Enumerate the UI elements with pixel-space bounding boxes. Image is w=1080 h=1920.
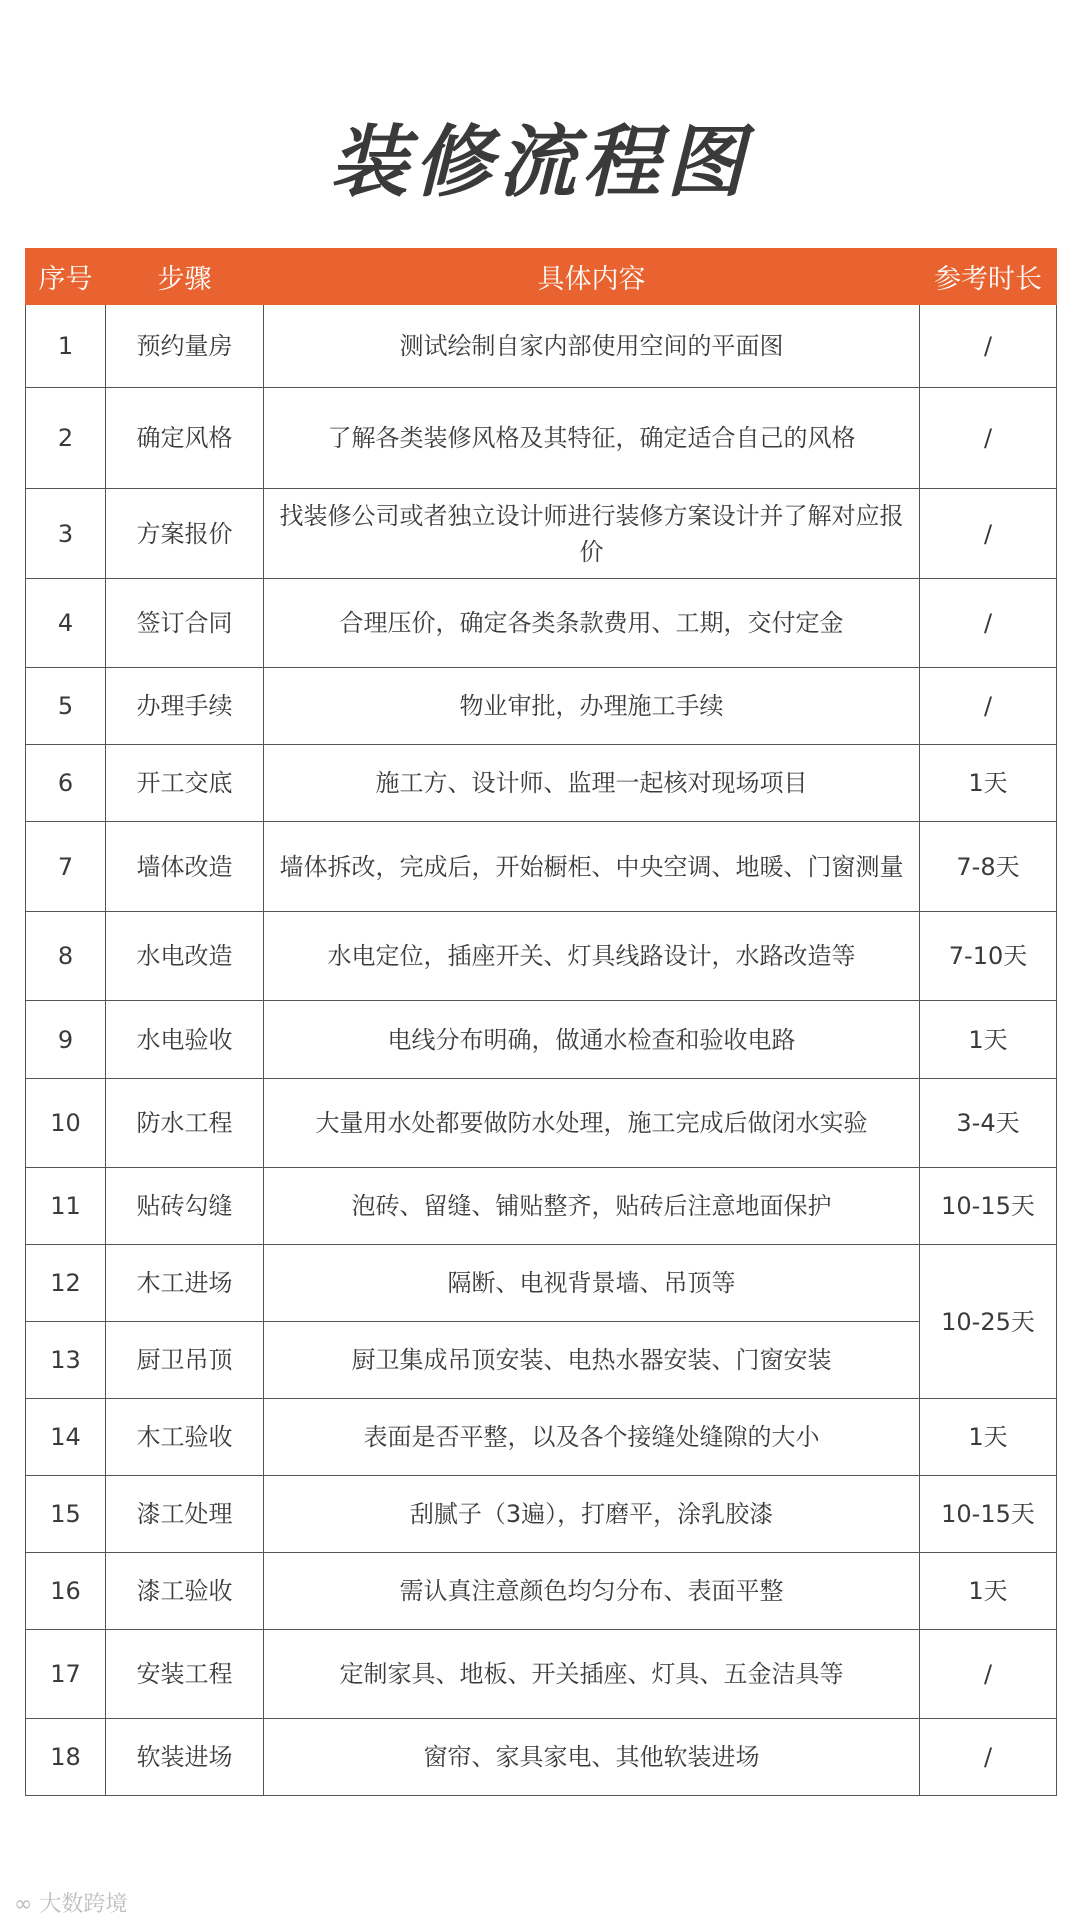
table-row — [26, 912, 1057, 1001]
table-row — [26, 579, 1057, 668]
row-content: 泡砖、留缝、铺贴整齐，贴砖后注意地面保护 — [264, 1168, 920, 1245]
row-number: 13 — [26, 1322, 106, 1399]
row-content: 合理压价，确定各类条款费用、工期，交付定金 — [264, 579, 920, 668]
row-content: 施工方、设计师、监理一起核对现场项目 — [264, 745, 920, 822]
row-content: 找装修公司或者独立设计师进行装修方案设计并了解对应报价 — [264, 489, 920, 579]
table-row — [26, 489, 1057, 579]
row-content: 窗帘、家具家电、其他软装进场 — [264, 1719, 920, 1796]
table-row — [26, 822, 1057, 912]
table-header-row — [26, 249, 1057, 305]
row-duration: 10-15天 — [920, 1168, 1057, 1245]
row-number: 2 — [26, 388, 106, 489]
row-duration: 1天 — [920, 1001, 1057, 1079]
row-duration: 1天 — [920, 745, 1057, 822]
table-row — [26, 1630, 1057, 1719]
page-title: 装修流程图 — [329, 118, 750, 208]
row-content: 电线分布明确，做通水检查和验收电路 — [264, 1001, 920, 1079]
row-step: 水电改造 — [106, 912, 264, 1001]
row-number: 8 — [26, 912, 106, 1001]
table-row — [26, 1322, 1057, 1399]
row-duration: / — [920, 1719, 1057, 1796]
row-content: 了解各类装修风格及其特征，确定适合自己的风格 — [264, 388, 920, 489]
row-duration: 7-10天 — [920, 912, 1057, 1001]
row-number: 10 — [26, 1079, 106, 1168]
table-row — [26, 1168, 1057, 1245]
row-content: 刮腻子（3遍），打磨平，涂乳胶漆 — [264, 1476, 920, 1553]
infinity-icon: ∞ — [14, 1892, 33, 1917]
table-row — [26, 1001, 1057, 1079]
row-number: 7 — [26, 822, 106, 912]
row-number: 12 — [26, 1245, 106, 1322]
row-duration: / — [920, 489, 1057, 579]
renovation-process-table — [25, 248, 1057, 1796]
row-content: 需认真注意颜色均匀分布、表面平整 — [264, 1553, 920, 1630]
watermark-text: 大数跨境 — [39, 1892, 128, 1917]
table-row — [26, 1476, 1057, 1553]
row-duration-merged: 10-25天 — [920, 1245, 1057, 1399]
row-duration: 10-15天 — [920, 1476, 1057, 1553]
table-row — [26, 745, 1057, 822]
row-step: 水电验收 — [106, 1001, 264, 1079]
header-duration: 参考时长 — [920, 249, 1057, 305]
row-step: 确定风格 — [106, 388, 264, 489]
row-step: 防水工程 — [106, 1079, 264, 1168]
row-number: 11 — [26, 1168, 106, 1245]
table-row — [26, 1719, 1057, 1796]
row-content: 隔断、电视背景墙、吊顶等 — [264, 1245, 920, 1322]
row-step: 厨卫吊顶 — [106, 1322, 264, 1399]
row-step: 签订合同 — [106, 579, 264, 668]
row-number: 3 — [26, 489, 106, 579]
row-step: 方案报价 — [106, 489, 264, 579]
row-number: 16 — [26, 1553, 106, 1630]
row-step: 安装工程 — [106, 1630, 264, 1719]
table-row — [26, 305, 1057, 388]
row-step: 贴砖勾缝 — [106, 1168, 264, 1245]
row-duration: / — [920, 1630, 1057, 1719]
row-number: 6 — [26, 745, 106, 822]
row-number: 4 — [26, 579, 106, 668]
row-step: 软装进场 — [106, 1719, 264, 1796]
row-step: 开工交底 — [106, 745, 264, 822]
row-number: 15 — [26, 1476, 106, 1553]
row-number: 18 — [26, 1719, 106, 1796]
table-row — [26, 388, 1057, 489]
row-content: 定制家具、地板、开关插座、灯具、五金洁具等 — [264, 1630, 920, 1719]
row-step: 木工进场 — [106, 1245, 264, 1322]
row-number: 14 — [26, 1399, 106, 1476]
watermark-logo — [14, 1887, 127, 1918]
row-content: 表面是否平整，以及各个接缝处缝隙的大小 — [264, 1399, 920, 1476]
header-index: 序号 — [26, 249, 106, 305]
table-row — [26, 1553, 1057, 1630]
table-row — [26, 1079, 1057, 1168]
row-step: 办理手续 — [106, 668, 264, 745]
row-step: 漆工验收 — [106, 1553, 264, 1630]
row-duration: 1天 — [920, 1553, 1057, 1630]
row-step: 预约量房 — [106, 305, 264, 388]
row-number: 1 — [26, 305, 106, 388]
row-content: 测试绘制自家内部使用空间的平面图 — [264, 305, 920, 388]
header-content: 具体内容 — [264, 249, 920, 305]
row-content: 水电定位，插座开关、灯具线路设计，水路改造等 — [264, 912, 920, 1001]
row-duration: 1天 — [920, 1399, 1057, 1476]
row-step: 漆工处理 — [106, 1476, 264, 1553]
table-row — [26, 1245, 1057, 1322]
row-number: 5 — [26, 668, 106, 745]
row-content: 大量用水处都要做防水处理，施工完成后做闭水实验 — [264, 1079, 920, 1168]
row-duration: / — [920, 305, 1057, 388]
row-duration: 3-4天 — [920, 1079, 1057, 1168]
row-number: 9 — [26, 1001, 106, 1079]
row-duration: / — [920, 388, 1057, 489]
row-content: 物业审批，办理施工手续 — [264, 668, 920, 745]
row-duration: 7-8天 — [920, 822, 1057, 912]
row-duration: / — [920, 579, 1057, 668]
row-content: 厨卫集成吊顶安装、电热水器安装、门窗安装 — [264, 1322, 920, 1399]
row-duration: / — [920, 668, 1057, 745]
row-step: 墙体改造 — [106, 822, 264, 912]
table-row — [26, 1399, 1057, 1476]
row-content: 墙体拆改，完成后，开始橱柜、中央空调、地暖、门窗测量 — [264, 822, 920, 912]
header-step: 步骤 — [106, 249, 264, 305]
row-number: 17 — [26, 1630, 106, 1719]
row-step: 木工验收 — [106, 1399, 264, 1476]
table-row — [26, 668, 1057, 745]
